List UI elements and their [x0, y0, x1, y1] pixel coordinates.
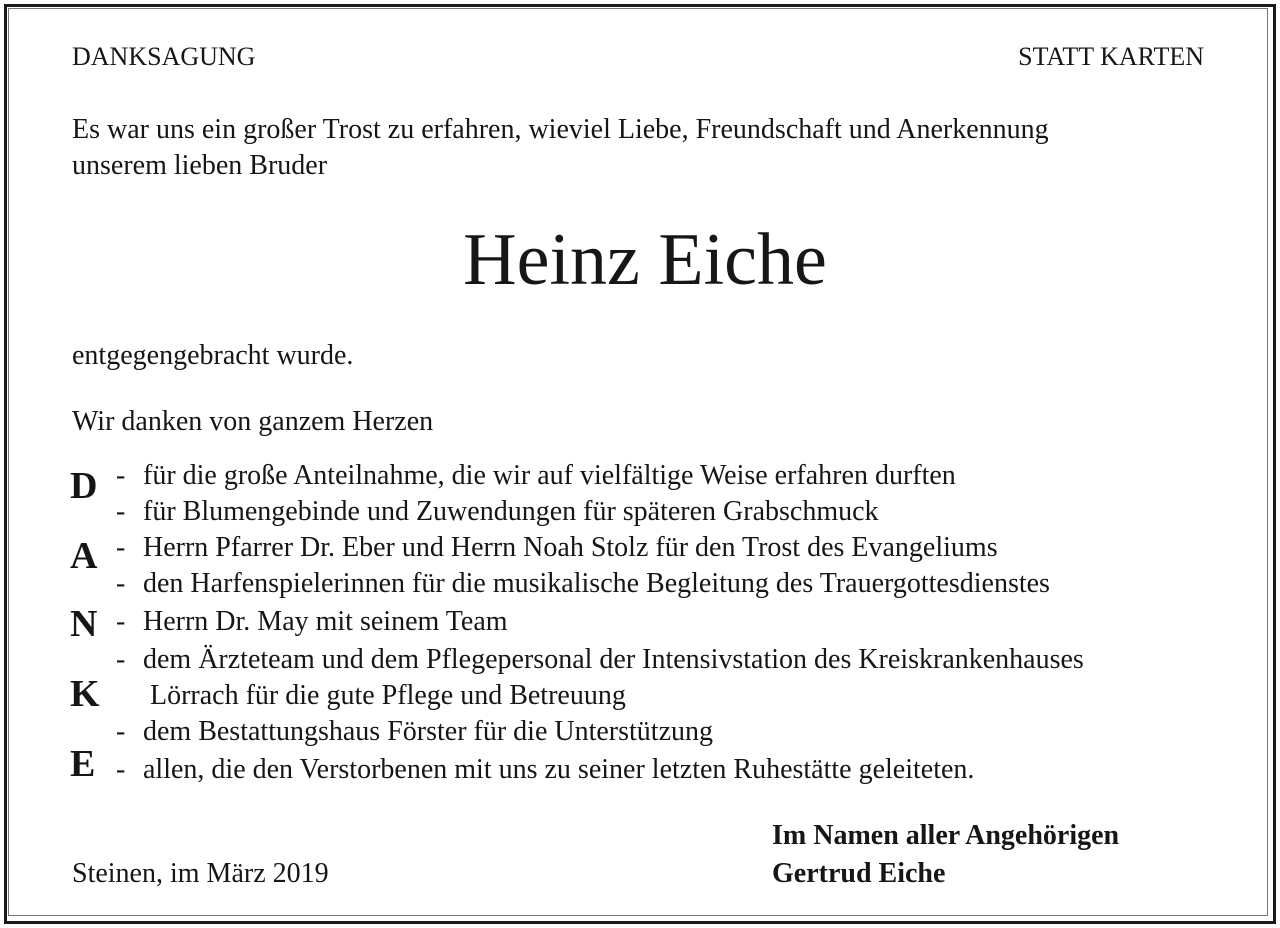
thanks-line: allen, die den Verstorbenen mit uns zu seiner letzten Ruhestätte geleiteten.: [143, 754, 975, 785]
acrostic-letter-a: A: [70, 535, 98, 577]
intro-line-1: Es war uns ein großer Trost zu erfahren, wieviel Liebe, Freundschaft und Anerkennung: [72, 114, 1049, 145]
list-dash: -: [116, 716, 126, 747]
deceased-name: Heinz Eiche: [463, 219, 827, 301]
thanks-line: dem Ärzteteam und dem Pflegepersonal der Intensivstation des Kreiskrankenhauses: [143, 644, 1084, 675]
signature-name: Gertrud Eiche: [772, 858, 946, 889]
list-dash: -: [116, 532, 126, 563]
list-dash: -: [116, 754, 126, 785]
thanks-line: Herrn Pfarrer Dr. Eber und Herrn Noah Stolz für den Trost des Evangeliums: [143, 532, 998, 563]
acrostic-letter-n: N: [70, 603, 98, 645]
thanks-line: Herrn Dr. May mit seinem Team: [143, 606, 508, 637]
signature-line-1: Im Namen aller Angehörigen: [772, 820, 1120, 851]
thanks-line: den Harfenspielerinnen für die musikalische Begleitung des Trauergottesdienstes: [143, 568, 1050, 599]
after-name-text: entgegengebracht wurde.: [72, 340, 354, 371]
acrostic-letter-e: E: [70, 743, 96, 785]
thanks-line: dem Bestattungshaus Förster für die Unterstützung: [143, 716, 714, 747]
list-dash: -: [116, 606, 126, 637]
thanks-line: Lörrach für die gute Pflege und Betreuung: [150, 680, 626, 711]
place-date: Steinen, im März 2019: [72, 858, 329, 889]
header-right: STATT KARTEN: [1018, 42, 1204, 71]
list-dash: -: [116, 568, 126, 599]
list-dash: -: [116, 644, 126, 675]
thanks-intro: Wir danken von ganzem Herzen: [72, 406, 434, 437]
intro-line-2: unserem lieben Bruder: [72, 150, 328, 181]
list-dash: -: [116, 496, 126, 527]
thanks-line: für die große Anteilnahme, die wir auf vielfältige Weise erfahren durften: [143, 460, 956, 491]
acrostic-letter-d: D: [70, 465, 98, 507]
thanks-line: für Blumengebinde und Zuwendungen für späteren Grabschmuck: [143, 496, 879, 527]
header-left: DANKSAGUNG: [72, 42, 256, 71]
list-dash: -: [116, 460, 126, 491]
acrostic-letter-k: K: [70, 673, 100, 715]
